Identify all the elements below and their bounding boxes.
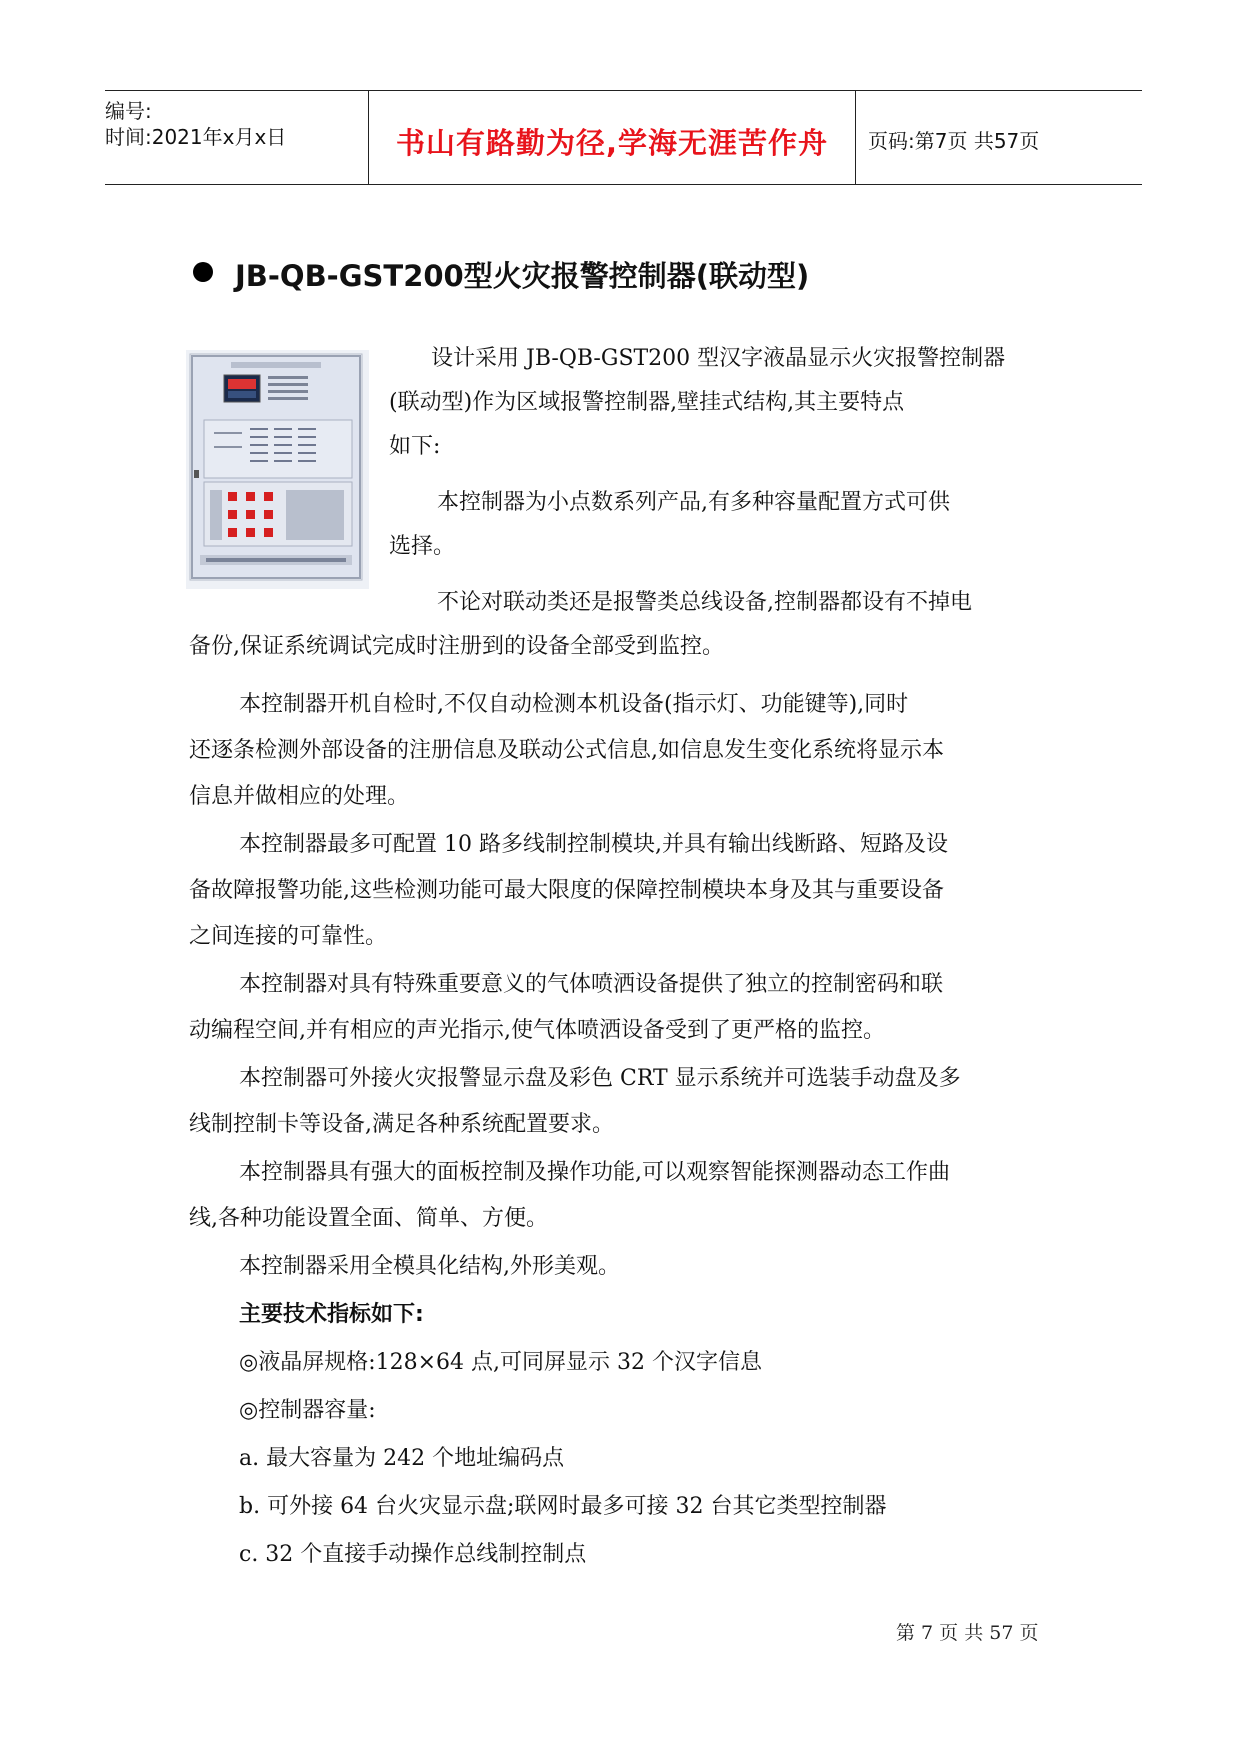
page-footer: 第 7 页 共 57 页 — [896, 1622, 1039, 1644]
spec-heading: 主要技术指标如下: — [239, 1302, 424, 1327]
paragraph-line-13: 之间连接的可靠性。 — [189, 924, 388, 949]
paragraph-line-11: 本控制器最多可配置 10 路多线制控制模块,并具有输出线断路、短路及设 — [239, 832, 948, 857]
document-number-label: 编号: — [105, 99, 152, 123]
paragraph-line-9: 还逐条检测外部设备的注册信息及联动公式信息,如信息发生变化系统将显示本 — [189, 738, 944, 763]
controller-product-image — [186, 350, 369, 589]
paragraph-line-20: 本控制器采用全模具化结构,外形美观。 — [239, 1254, 620, 1279]
page-header — [105, 90, 1142, 185]
header-center-cell — [368, 91, 856, 184]
spec-item-b: b. 可外接 64 台火灾显示盘;联网时最多可接 32 台其它类型控制器 — [239, 1494, 887, 1519]
spec-item-a: a. 最大容量为 242 个地址编码点 — [239, 1446, 565, 1471]
paragraph-line-14: 本控制器对具有特殊重要意义的气体喷洒设备提供了独立的控制密码和联 — [239, 972, 944, 997]
paragraph-line-16: 本控制器可外接火灾报警显示盘及彩色 CRT 显示系统并可选装手动盘及多 — [239, 1066, 961, 1091]
header-motto: 书山有路勤为径,学海无涯苦作舟 — [395, 126, 829, 160]
paragraph-line-2: (联动型)作为区域报警控制器,壁挂式结构,其主要特点 — [389, 390, 905, 415]
spec-line-lcd: ◎液晶屏规格:128×64 点,可同屏显示 32 个汉字信息 — [239, 1350, 762, 1375]
section-title — [193, 254, 809, 295]
paragraph-line-5: 选择。 — [389, 534, 456, 559]
section-title-text: JB-QB-GST200型火灾报警控制器(联动型) — [235, 259, 810, 293]
paragraph-line-8: 本控制器开机自检时,不仅自动检测本机设备(指示灯、功能键等),同时 — [239, 692, 909, 717]
paragraph-line-19: 线,各种功能设置全面、简单、方便。 — [189, 1206, 548, 1231]
paragraph-line-18: 本控制器具有强大的面板控制及操作功能,可以观察智能探测器动态工作曲 — [239, 1160, 950, 1185]
paragraph-line-15: 动编程空间,并有相应的声光指示,使气体喷洒设备受到了更严格的监控。 — [189, 1018, 885, 1043]
header-right-cell — [856, 91, 1142, 184]
paragraph-line-4: 本控制器为小点数系列产品,有多种容量配置方式可供 — [437, 490, 950, 515]
paragraph-line-7: 备份,保证系统调试完成时注册到的设备全部受到监控。 — [189, 634, 724, 659]
spec-item-c: c. 32 个直接手动操作总线制控制点 — [239, 1542, 587, 1567]
paragraph-line-6: 不论对联动类还是报警类总线设备,控制器都设有不掉电 — [437, 590, 972, 615]
page-number-label: 页码:第7页 共57页 — [868, 129, 1040, 153]
paragraph-line-12: 备故障报警功能,这些检测功能可最大限度的保障控制模块本身及其与重要设备 — [189, 878, 944, 903]
header-left-cell — [105, 91, 368, 184]
paragraph-line-17: 线制控制卡等设备,满足各种系统配置要求。 — [189, 1112, 614, 1137]
document-time-label: 时间:2021年x月x日 — [105, 125, 287, 149]
paragraph-line-3: 如下: — [389, 434, 441, 459]
paragraph-line-10: 信息并做相应的处理。 — [189, 784, 410, 809]
paragraph-line-1: 设计采用 JB-QB-GST200 型汉字液晶显示火灾报警控制器 — [431, 346, 1006, 371]
bullet-icon — [193, 262, 213, 282]
spec-line-capacity: ◎控制器容量: — [239, 1398, 376, 1423]
